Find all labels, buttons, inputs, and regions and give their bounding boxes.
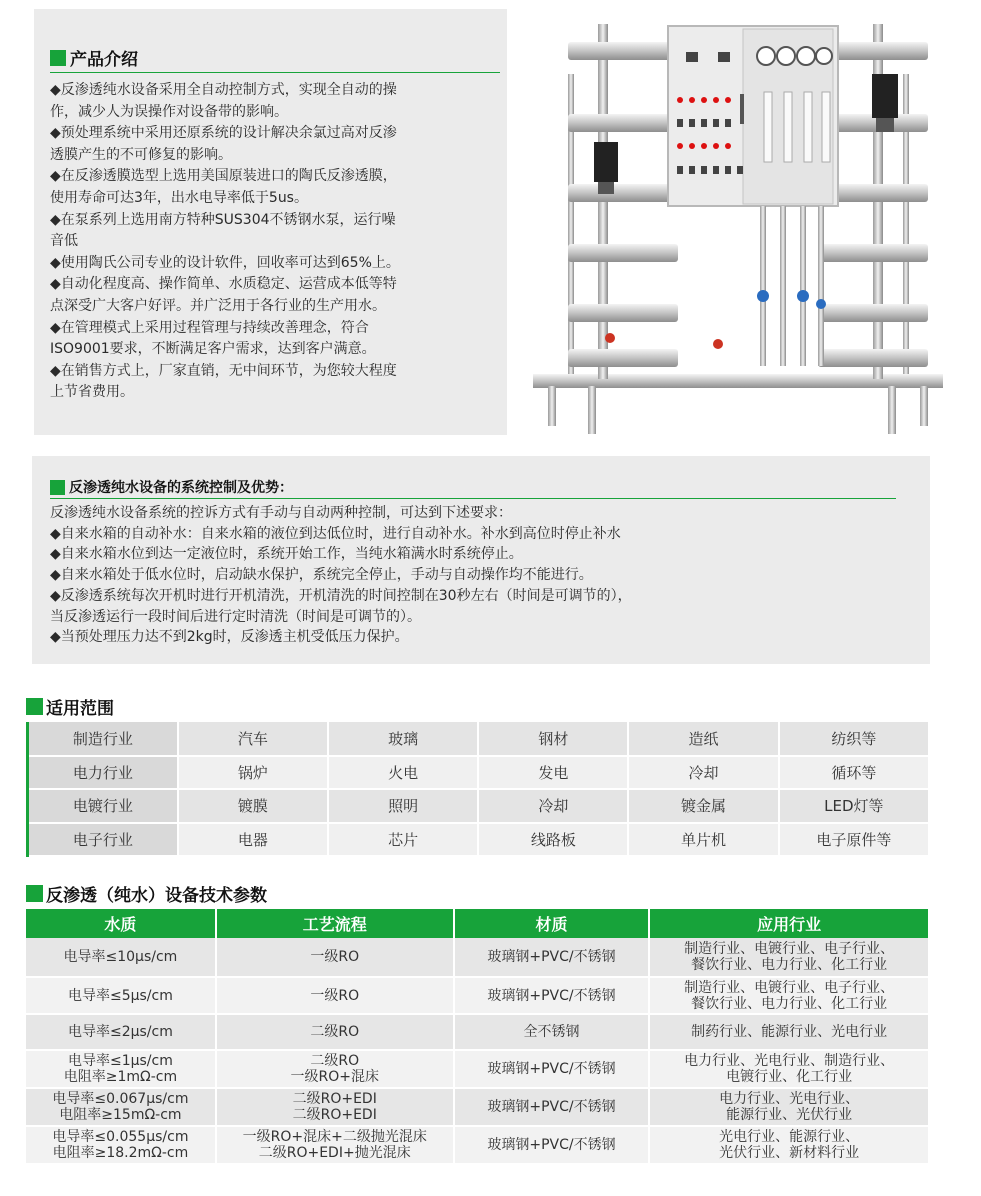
column-header-industry: 应用行业	[649, 909, 929, 938]
table-row	[26, 938, 929, 977]
application-scope-title: 适用范围	[46, 699, 114, 719]
column-header-material: 材质	[454, 909, 650, 938]
intro-line: 点深受广大客户好评。并广泛用于各行业的生产用水。	[50, 297, 386, 314]
control-line: ◆自来水箱的自动补水：自来水箱的液位到达低位时，进行自动补水。补水到高位时停止补水	[50, 525, 621, 542]
control-line: ◆反渗透系统每次开机时进行开机清洗，开机清洗的时间控制在30秒左右（时间是可调节的），	[50, 587, 632, 604]
divider	[50, 498, 896, 499]
table-row	[26, 1014, 929, 1050]
table-header-row	[26, 909, 929, 938]
intro-line: ◆在销售方式上，厂家直销，无中间环节，为您较大程度	[50, 362, 397, 379]
intro-line: 透膜产生的不可修复的影响。	[50, 146, 232, 163]
table-cell: 冷却	[628, 756, 778, 790]
table-cell: 电器	[178, 823, 328, 857]
intro-line: ◆预处理系统中采用还原系统的设计解决余氯过高对反渗	[50, 125, 397, 142]
table-row	[28, 823, 930, 857]
table-cell: 电导率≤5μs/cm	[26, 977, 216, 1014]
table-cell: 火电	[328, 756, 478, 790]
table-cell: 电导率≤1μs/cm 电阻率≥1mΩ-cm	[26, 1050, 216, 1088]
table-cell: 汽车	[178, 722, 328, 756]
table-cell: 一级RO+混床+二级抛光混床 二级RO+EDI+抛光混床	[216, 1126, 454, 1164]
table-cell: 单片机	[628, 823, 778, 857]
table-cell: 线路板	[478, 823, 628, 857]
intro-line: ◆在泵系列上选用南方特种SUS304不锈钢水泵，运行噪	[50, 211, 396, 228]
intro-line: ISO9001要求，不断满足客户需求，达到客户满意。	[50, 341, 376, 358]
system-control-panel	[32, 456, 930, 664]
table-cell: 一级RO	[216, 938, 454, 977]
table-row	[26, 977, 929, 1014]
control-line: 当反渗透运行一段时间后进行定时清洗（时间是可调节的）。	[50, 608, 421, 625]
product-intro-heading	[50, 45, 138, 70]
intro-line: 音低	[50, 233, 78, 250]
table-cell: 电镀行业	[28, 789, 178, 823]
table-cell: 纺织等	[779, 722, 929, 756]
green-square-icon	[50, 480, 65, 495]
column-header-water-quality: 水质	[26, 909, 216, 938]
table-row	[26, 1088, 929, 1126]
ro-machine-image	[528, 14, 948, 434]
application-scope-heading	[26, 694, 114, 719]
table-cell: 制造行业、电镀行业、电子行业、 餐饮行业、电力行业、化工行业	[649, 977, 929, 1014]
intro-line: 作，减少人为误操作对设备带的影响。	[50, 103, 288, 120]
application-scope-table	[26, 722, 930, 857]
green-square-icon	[26, 698, 43, 715]
tech-spec-heading	[26, 881, 267, 906]
table-cell: 钢材	[478, 722, 628, 756]
table-cell: 发电	[478, 756, 628, 790]
green-square-icon	[26, 885, 43, 902]
table-cell: 制造行业	[28, 722, 178, 756]
table-cell: 芯片	[328, 823, 478, 857]
table-cell: 照明	[328, 789, 478, 823]
table-cell: 冷却	[478, 789, 628, 823]
intro-line: 使用寿命可达3年，出水电导率低于5us。	[50, 189, 308, 206]
table-row	[26, 1126, 929, 1164]
intro-line: ◆在管理模式上采用过程管理与持续改善理念，符合	[50, 319, 369, 336]
green-square-icon	[50, 50, 66, 66]
system-control-heading	[50, 477, 293, 497]
intro-line: 上节省费用。	[50, 384, 134, 401]
table-cell: 电导率≤2μs/cm	[26, 1014, 216, 1050]
column-header-process: 工艺流程	[216, 909, 454, 938]
table-cell: 电子原件等	[779, 823, 929, 857]
table-cell: 镀膜	[178, 789, 328, 823]
intro-line: ◆在反渗透膜选型上选用美国原装进口的陶氏反渗透膜，	[50, 168, 397, 185]
table-row	[26, 1050, 929, 1088]
table-cell: 电力行业、光电行业、 能源行业、光伏行业	[649, 1088, 929, 1126]
tech-spec-table	[26, 909, 930, 1165]
divider	[50, 72, 500, 73]
table-row	[28, 789, 930, 823]
control-line: ◆当预处理压力达不到2kg时，反渗透主机受低压力保护。	[50, 629, 409, 646]
table-cell: 循环等	[779, 756, 929, 790]
table-cell: 一级RO	[216, 977, 454, 1014]
table-cell: 电导率≤0.067μs/cm 电阻率≥15mΩ-cm	[26, 1088, 216, 1126]
system-control-text	[50, 503, 910, 648]
table-cell: 玻璃	[328, 722, 478, 756]
product-intro-text	[50, 80, 495, 404]
table-cell: 玻璃钢+PVC/不锈钢	[454, 977, 650, 1014]
table-row	[28, 722, 930, 756]
product-intro-panel	[34, 9, 507, 435]
table-cell: 电导率≤10μs/cm	[26, 938, 216, 977]
control-line: ◆自来水箱水位到达一定液位时，系统开始工作，当纯水箱满水时系统停止。	[50, 546, 523, 563]
table-cell: 玻璃钢+PVC/不锈钢	[454, 1050, 650, 1088]
table-cell: 玻璃钢+PVC/不锈钢	[454, 1126, 650, 1164]
intro-line: ◆使用陶氏公司专业的设计软件，回收率可达到65%上。	[50, 254, 400, 271]
table-cell: 电子行业	[28, 823, 178, 857]
control-line: 反渗透纯水设备系统的控诉方式有手动与自动两种控制，可达到下述要求：	[50, 505, 512, 521]
table-cell: 制造行业、电镀行业、电子行业、 餐饮行业、电力行业、化工行业	[649, 938, 929, 977]
table-cell: 二级RO+EDI 二级RO+EDI	[216, 1088, 454, 1126]
table-cell: 电导率≤0.055μs/cm 电阻率≥18.2mΩ-cm	[26, 1126, 216, 1164]
table-cell: 电力行业	[28, 756, 178, 790]
table-cell: 玻璃钢+PVC/不锈钢	[454, 938, 650, 977]
table-cell: 锅炉	[178, 756, 328, 790]
intro-line: ◆自动化程度高、操作简单、水质稳定、运营成本低等特	[50, 276, 397, 293]
control-line: ◆自来水箱处于低水位时，启动缺水保护，系统完全停止，手动与自动操作均不能进行。	[50, 567, 593, 584]
system-control-title: 反渗透纯水设备的系统控制及优势：	[69, 480, 293, 496]
table-row	[28, 756, 930, 790]
product-intro-title: 产品介绍	[70, 50, 138, 70]
table-cell: 二级RO	[216, 1014, 454, 1050]
table-cell: 镀金属	[628, 789, 778, 823]
table-cell: 光电行业、能源行业、 光伏行业、新材料行业	[649, 1126, 929, 1164]
tech-spec-title: 反渗透（纯水）设备技术参数	[46, 886, 267, 906]
table-cell: 造纸	[628, 722, 778, 756]
table-cell: LED灯等	[779, 789, 929, 823]
intro-line: ◆反渗透纯水设备采用全自动控制方式，实现全自动的操	[50, 82, 397, 98]
table-cell: 玻璃钢+PVC/不锈钢	[454, 1088, 650, 1126]
table-cell: 电力行业、光电行业、制造行业、 电镀行业、化工行业	[649, 1050, 929, 1088]
table-cell: 全不锈钢	[454, 1014, 650, 1050]
table-cell: 制药行业、能源行业、光电行业	[649, 1014, 929, 1050]
table-cell: 二级RO 一级RO+混床	[216, 1050, 454, 1088]
